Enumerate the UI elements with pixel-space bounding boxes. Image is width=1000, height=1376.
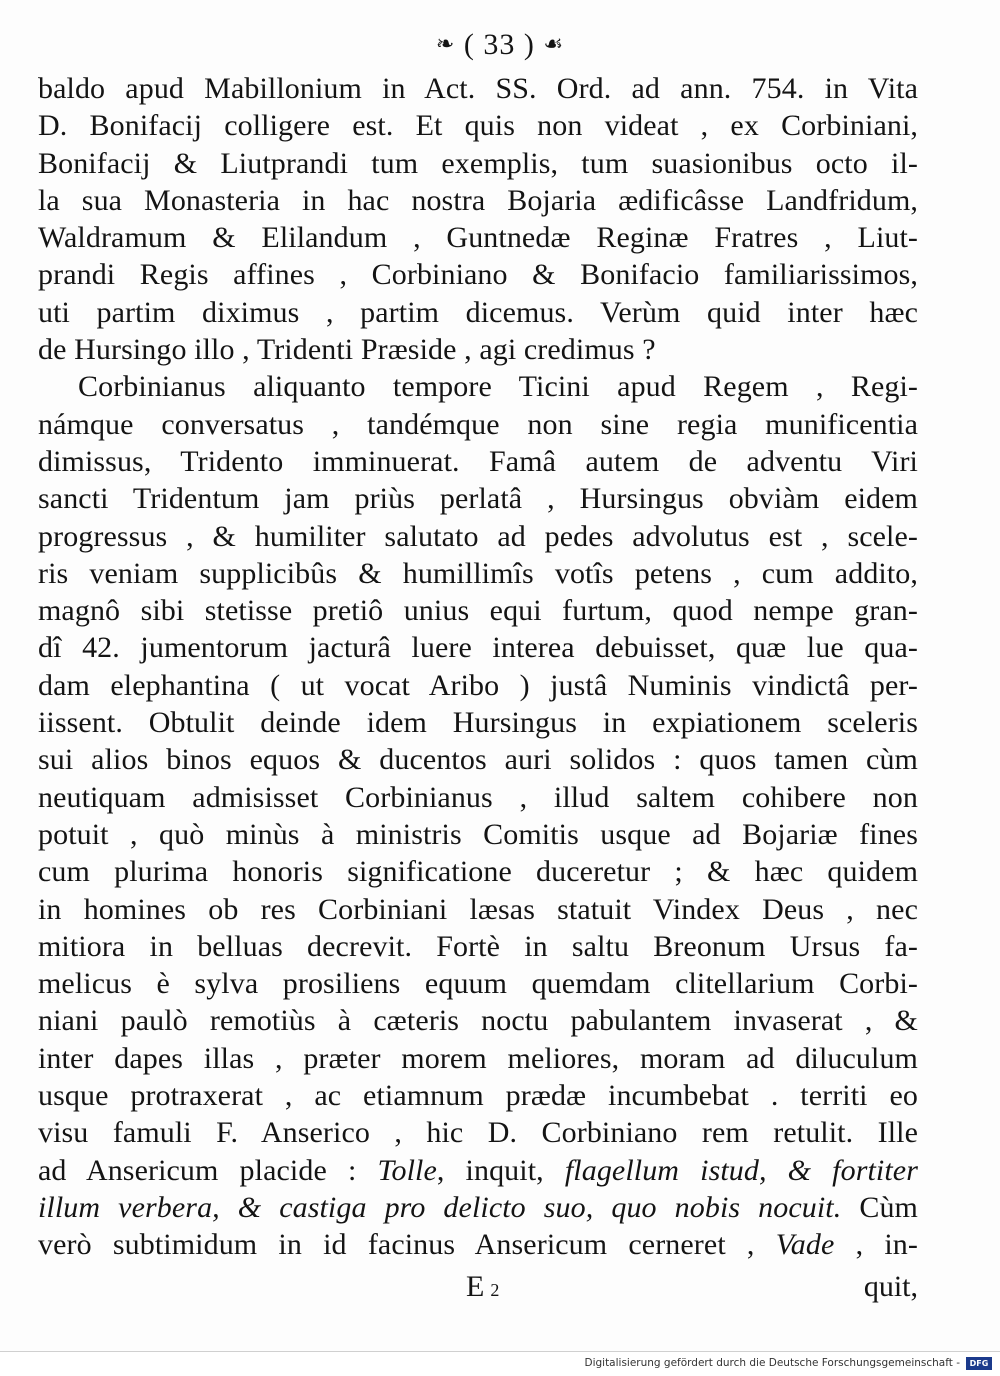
text-segment: ad Ansericum placide : [38,1153,378,1187]
text-line: baldo apud Mabillonium in Act. SS. Ord. ad ann. 754. in Vita [38,72,918,105]
text-segment: , in- [834,1228,918,1262]
text-line: Waldramum & Elilandum , Guntnedæ Reginæ Fratres , Liut- [38,221,918,255]
dfg-logo: DFG [966,1357,992,1370]
signature-number: 2 [490,1280,500,1300]
text-line: inter dapes illas , præter morem meliores, moram ad diluculum [38,1041,918,1075]
text-line: dam elephantina ( ut vocat Aribo ) justâ Numinis vindictâ per- [38,668,918,702]
text-line: iissent. Obtulit deinde idem Hursingus in expiationem sceleris [38,706,918,740]
page-footer [38,1268,918,1305]
italic-quote: illum verbera, & castiga pro delicto suo, quo nobis nocuit. [38,1190,842,1224]
text-line [38,1152,918,1189]
italic-quote: flagellum istud, & fortiter [564,1153,918,1187]
text-line: mitiora in belluas decrevit. Fortè in saltu Breonum Ursus fa- [38,929,918,963]
italic-quote: Vade [775,1228,835,1262]
text-line: neutiquam admisisset Corbinianus , illud saltem cohibere non [38,780,918,814]
text-line: dimissus, Tridento imminuerat. Famâ autem de adventu Viri [38,444,918,478]
text-line: uti partim diximus , partim dicemus. Verùm quid inter hæc [38,295,918,329]
text-line: niani paulò remotiùs à cæteris noctu pabulantem invaserat , & [38,1004,918,1038]
text-segment: Cùm [841,1190,918,1224]
text-line: sui alios binos equos & ducentos auri solidos : quos tamen cùm [38,743,918,777]
funding-note: Digitalisierung gefördert durch die Deutsche Forschungsgemeinschaft - [584,1357,960,1369]
text-segment: verò subtimidum in id facinus Ansericum cerneret , [38,1228,776,1262]
text-line: Corbinianus aliquanto tempore Ticini apud Regem , Regi- [78,370,918,404]
text-line: visu famuli F. Anserico , hic D. Corbiniano rem retulit. Ille [38,1116,918,1150]
text-line: námque conversatus , tandémque non sine regia munificentia [38,407,918,441]
text-line: dî 42. jumentorum jacturâ luere interea debuisset, quæ lue qua- [38,631,918,665]
text-line: sancti Tridentum jam priùs perlatâ , Hursingus obviàm eidem [38,482,918,516]
text-line [38,1226,918,1263]
text-line: potuit , quò minùs à ministris Comitis usque ad Bojariæ fines [38,817,918,851]
text-line: in homines ob res Corbiniani læsas statuit Vindex Deus , nec [38,892,918,926]
text-line: usque protraxerat , ac etiamnum prædæ incumbebat . territi eo [38,1079,918,1113]
text-line: D. Bonifacij colligere est. Et quis non videat , ex Corbiniani, [38,109,918,143]
text-line: magnô sibi stetisse pretiô unius equi furtum, quod nempe gran- [38,594,918,628]
signature-letter: E [466,1270,485,1303]
text-line: melicus è sylva prosiliens equum quemdam clitellarium Corbi- [38,967,918,1001]
body-text [38,70,918,1264]
text-line: cum plurima honoris significatione duceretur ; & hæc quidem [38,855,918,889]
catchword: quit, [863,1270,918,1303]
text-line: prandi Regis affines , Corbiniano & Bonifacio familiarissimos, [38,258,918,292]
text-line: de Hursingo illo , Tridenti Præside , agi credimus ? [38,333,656,367]
ornament-left-icon: ❧ [435,31,456,56]
page-number: ( 33 ) [463,28,535,61]
text-line [38,1189,918,1226]
text-line: la sua Monasteria in hac nostra Bojaria ædificâsse Landfridum, [38,183,918,217]
funding-footer-bar [0,1351,1000,1376]
page-header [0,28,1000,62]
ornament-right-icon: ☙ [543,31,565,56]
text-segment: , inquit, [436,1153,565,1187]
signature-mark [466,1268,499,1309]
italic-quote: Tolle [377,1153,437,1187]
text-line: Bonifacij & Liutprandi tum exemplis, tum suasionibus octo il- [38,146,918,180]
text-line: ris veniam supplicibûs & humillimîs votîs petens , cum addito, [38,556,918,590]
text-line: progressus , & humiliter salutato ad pedes advolutus est , scele- [38,519,918,553]
